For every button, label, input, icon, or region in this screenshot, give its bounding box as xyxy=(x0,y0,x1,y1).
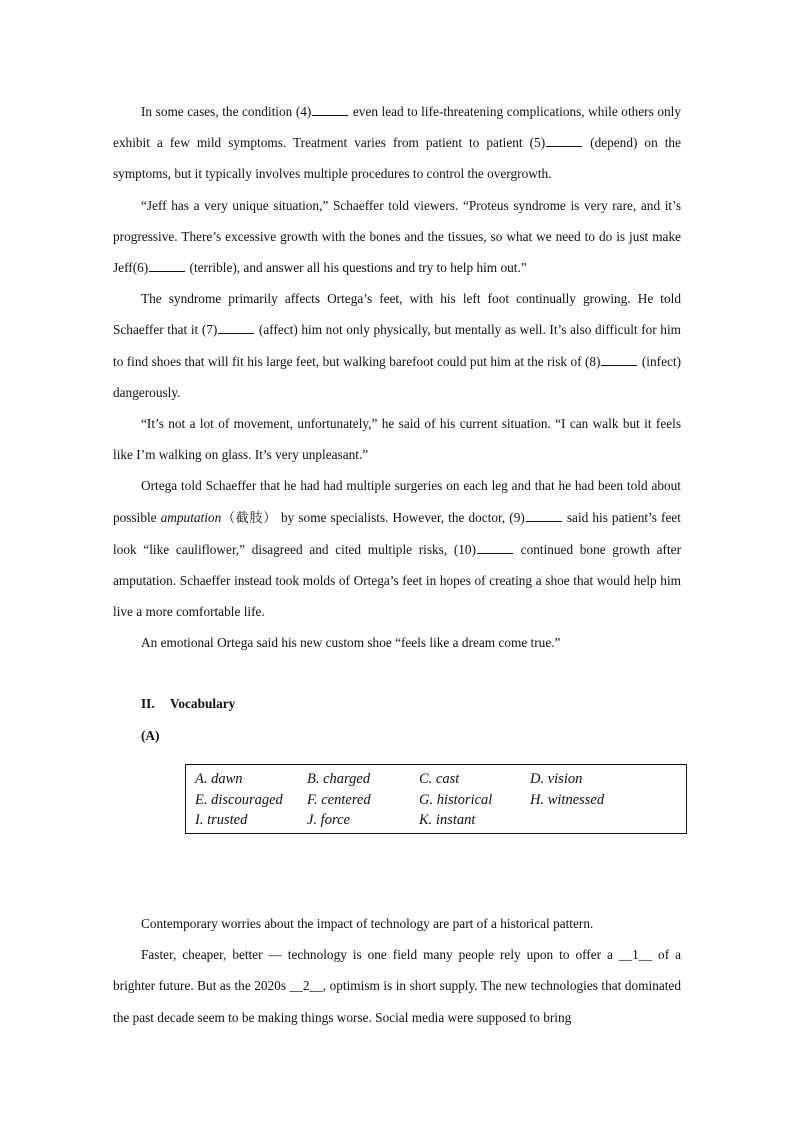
answer-blank-5[interactable] xyxy=(546,134,582,147)
section-heading xyxy=(141,696,235,712)
word-bank-grid xyxy=(195,771,686,833)
word-option: K. instant xyxy=(419,812,476,828)
answer-blank-1[interactable]: __1__ xyxy=(618,947,653,963)
text-segment: “It’s not a lot of movement, unfortunately,” he said of his current situation. “I can walk but it feels like I’m walking on glass. It’s very unpleasant.” xyxy=(113,416,681,463)
paragraph-technology xyxy=(113,939,681,1033)
text-segment: The syndrome primarily affects Ortega’s feet, with his left foot continually growing. He told Schaeffer that it (7) xyxy=(113,291,681,338)
word-option: D. vision xyxy=(530,771,583,787)
answer-blank-8[interactable] xyxy=(601,353,637,366)
text-segment: even lead to life-threatening complications, while others only exhibit a few mild symptoms. Treatment varies from patient to patient (5) xyxy=(113,104,681,151)
text-segment: said his patient’s feet look “like cauliflower,” disagreed and cited multiple risks, (10) xyxy=(113,509,681,557)
passage-two xyxy=(113,908,681,1033)
paragraph-quote xyxy=(113,408,681,470)
paragraph-9-10 xyxy=(113,470,681,627)
word-option: H. witnessed xyxy=(530,791,605,808)
passage-one xyxy=(113,96,681,659)
word-option: E. discouraged xyxy=(195,791,283,808)
word-option: F. centered xyxy=(307,791,371,808)
text-segment: , optimism is in short supply. The new technologies that dominated the past decade seem to be making things worse. Social media were supposed to bring xyxy=(113,978,681,1025)
text-segment: Ortega told Schaeffer that he had had multiple surgeries on each leg and that he had been told about possible xyxy=(113,478,681,525)
paragraph-6 xyxy=(113,190,681,284)
word-option: G. historical xyxy=(419,791,493,808)
word-option: C. cast xyxy=(419,771,460,787)
answer-blank-7[interactable] xyxy=(218,321,254,334)
answer-blank-2[interactable]: __2__ xyxy=(289,978,323,994)
answer-blank-4[interactable] xyxy=(312,103,348,116)
chinese-gloss: （截肢） xyxy=(221,510,277,526)
text-segment: (infect) dangerously. xyxy=(113,353,681,400)
section-number: II. xyxy=(141,696,155,711)
glossed-term: amputation xyxy=(160,509,222,525)
text-segment: An emotional Ortega said his new custom shoe “feels like a dream come true.” xyxy=(141,635,561,651)
text-segment: of a brighter future. But as the 2020s xyxy=(113,947,681,994)
text-segment: (affect) him not only physically, but mentally as well. It’s also difficult for him to find shoes that will fit his large feet, but walking barefoot could put him at the risk of (8) xyxy=(113,322,681,369)
word-option: A. dawn xyxy=(195,771,243,787)
text-segment: (depend) on the symptoms, but it typically involves multiple procedures to control the overgrowth. xyxy=(113,135,681,182)
word-option: I. trusted xyxy=(195,812,248,828)
paragraph-7-8 xyxy=(113,283,681,408)
text-segment: by some specialists. However, the doctor, (9) xyxy=(276,509,525,525)
text-segment: In some cases, the condition (4) xyxy=(141,104,312,119)
word-bank-box xyxy=(185,764,687,834)
answer-blank-6[interactable] xyxy=(149,259,185,272)
subsection-heading: (A) xyxy=(141,728,160,743)
paragraph-intro: Contemporary worries about the impact of technology are part of a historical pattern. xyxy=(141,916,594,931)
answer-blank-10[interactable] xyxy=(477,541,513,554)
text-segment: Faster, cheaper, better — technology is one field many people rely upon to offer a xyxy=(141,947,619,963)
text-segment: continued bone growth after amputation. Schaeffer instead took molds of Ortega’s feet in hopes of creating a shoe that would help him live a more comfortable life. xyxy=(113,541,681,620)
word-option: J. force xyxy=(307,812,350,828)
text-segment: (terrible), and answer all his questions and try to help him out.” xyxy=(186,260,527,276)
text-segment: “Jeff has a very unique situation,” Schaeffer told viewers. “Proteus syndrome is very rare, and it’s progressive. There’s excessive growth with the bones and the tissues, so what we need to do is just make Jeff(6) xyxy=(113,197,681,276)
paragraph-closing xyxy=(113,627,681,658)
paragraph-4-5 xyxy=(113,96,681,190)
answer-blank-9[interactable] xyxy=(526,509,562,522)
section-title: Vocabulary xyxy=(170,696,236,711)
word-option: B. charged xyxy=(307,771,371,787)
